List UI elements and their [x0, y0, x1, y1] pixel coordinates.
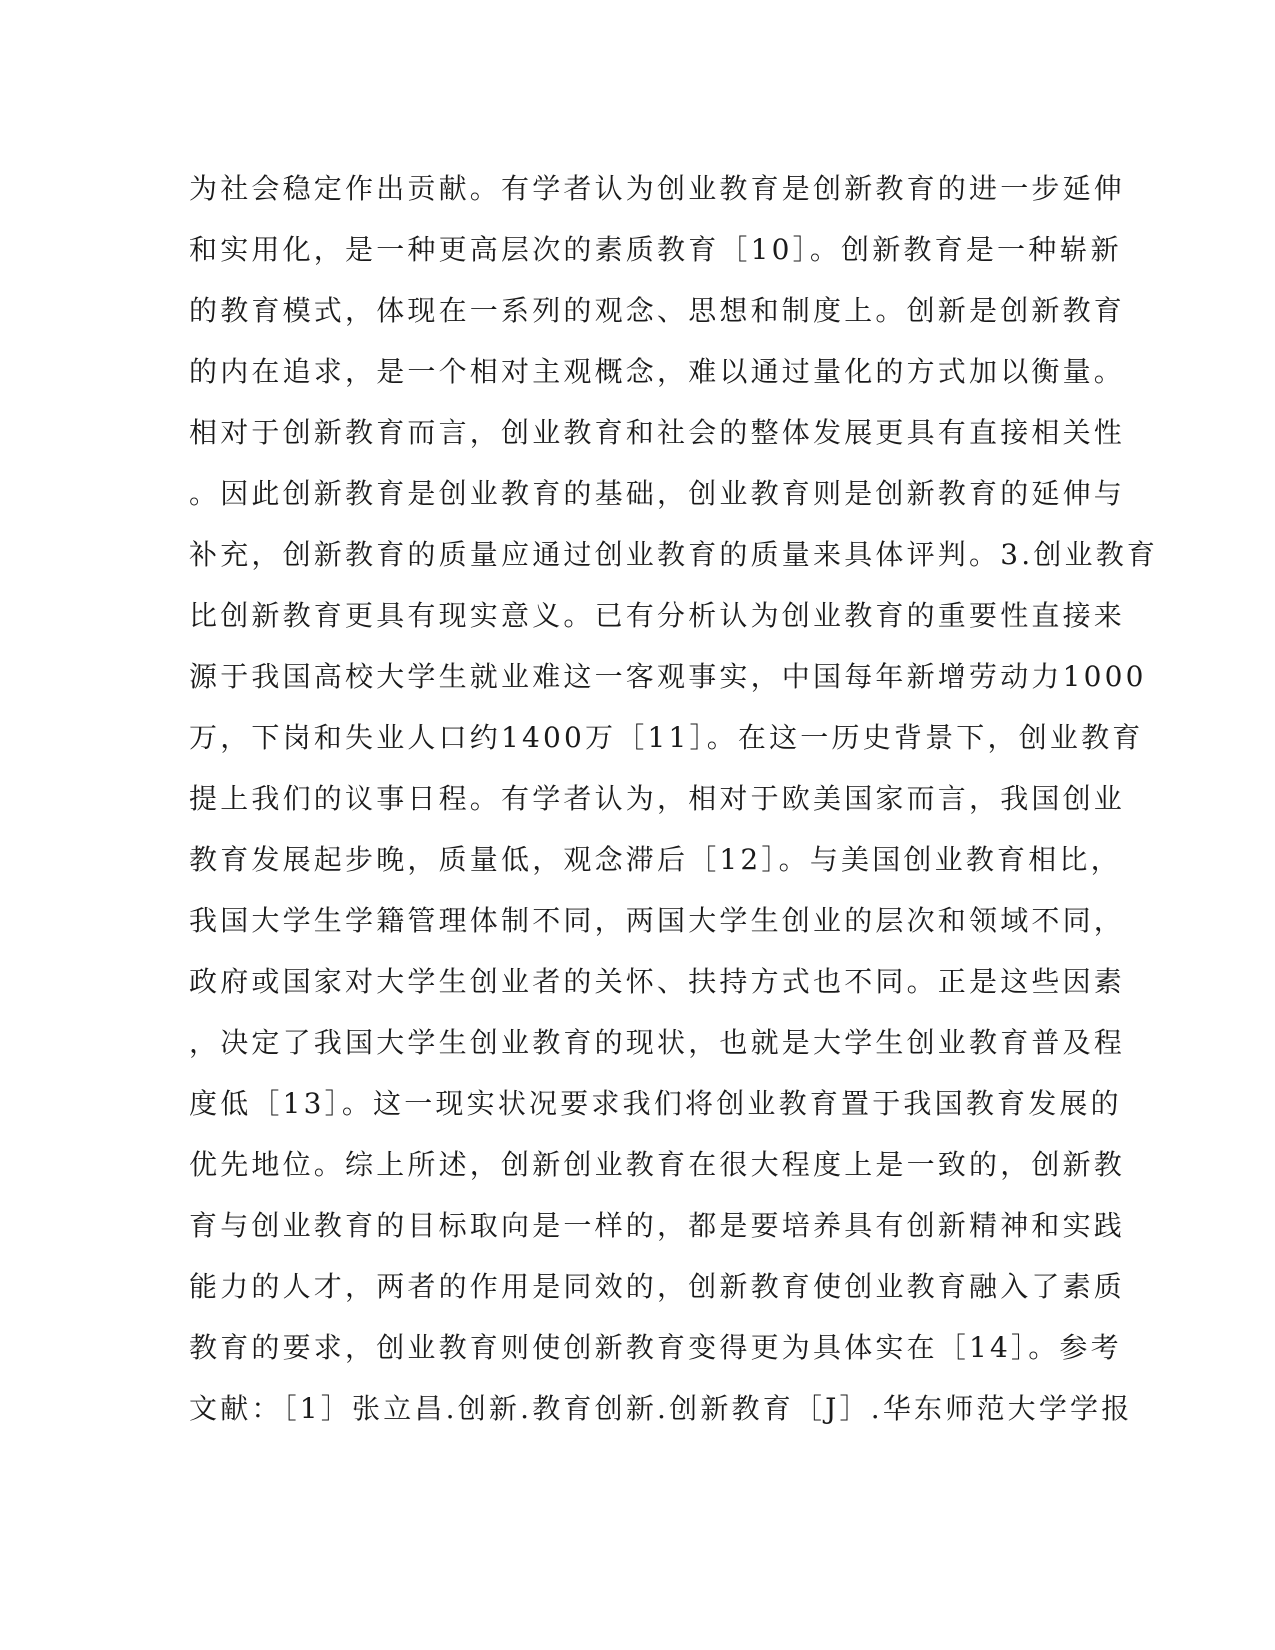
text-line: 和实用化，是一种更高层次的素质教育［10］。创新教育是一种崭新 [189, 233, 1122, 266]
text-line: 教育的要求，创业教育则使创新教育变得更为具体实在［14］。参考 [189, 1331, 1122, 1364]
text-line: ，决定了我国大学生创业教育的现状，也就是大学生创业教育普及程 [189, 1026, 1126, 1059]
text-line: 提上我们的议事日程。有学者认为，相对于欧美国家而言，我国创业 [189, 782, 1126, 815]
text-line: 优先地位。综上所述，创新创业教育在很大程度上是一致的，创新教 [189, 1148, 1126, 1181]
text-line: 。因此创新教育是创业教育的基础，创业教育则是创新教育的延伸与 [189, 477, 1126, 510]
body-text [189, 158, 1159, 1439]
text-line: 教育发展起步晚，质量低，观念滞后［12］。与美国创业教育相比， [189, 843, 1122, 876]
text-line: 我国大学生学籍管理体制不同，两国大学生创业的层次和领域不同， [189, 904, 1126, 937]
text-line: 补充，创新教育的质量应通过创业教育的质量来具体评判。3.创业教育 [189, 538, 1159, 571]
text-line: 比创新教育更具有现实意义。已有分析认为创业教育的重要性直接来 [189, 599, 1126, 632]
text-line: 万，下岗和失业人口约1400万［11］。在这一历史背景下，创业教育 [189, 721, 1144, 754]
text-line: 政府或国家对大学生创业者的关怀、扶持方式也不同。正是这些因素 [189, 965, 1126, 998]
text-line: 能力的人才，两者的作用是同效的，创新教育使创业教育融入了素质 [189, 1270, 1126, 1303]
text-line: 为社会稳定作出贡献。有学者认为创业教育是创新教育的进一步延伸 [189, 172, 1126, 205]
text-line: 的内在追求，是一个相对主观概念，难以通过量化的方式加以衡量。 [189, 355, 1126, 388]
text-line: 度低［13］。这一现实状况要求我们将创业教育置于我国教育发展的 [189, 1087, 1122, 1120]
text-line: 源于我国高校大学生就业难这一客观事实，中国每年新增劳动力1000 [189, 660, 1147, 693]
text-line: 的教育模式，体现在一系列的观念、思想和制度上。创新是创新教育 [189, 294, 1126, 327]
text-line: 文献：［1］张立昌.创新.教育创新.创新教育［J］.华东师范大学学报 [189, 1392, 1133, 1425]
text-line: 育与创业教育的目标取向是一样的，都是要培养具有创新精神和实践 [189, 1209, 1126, 1242]
text-line: 相对于创新教育而言，创业教育和社会的整体发展更具有直接相关性 [189, 416, 1126, 449]
